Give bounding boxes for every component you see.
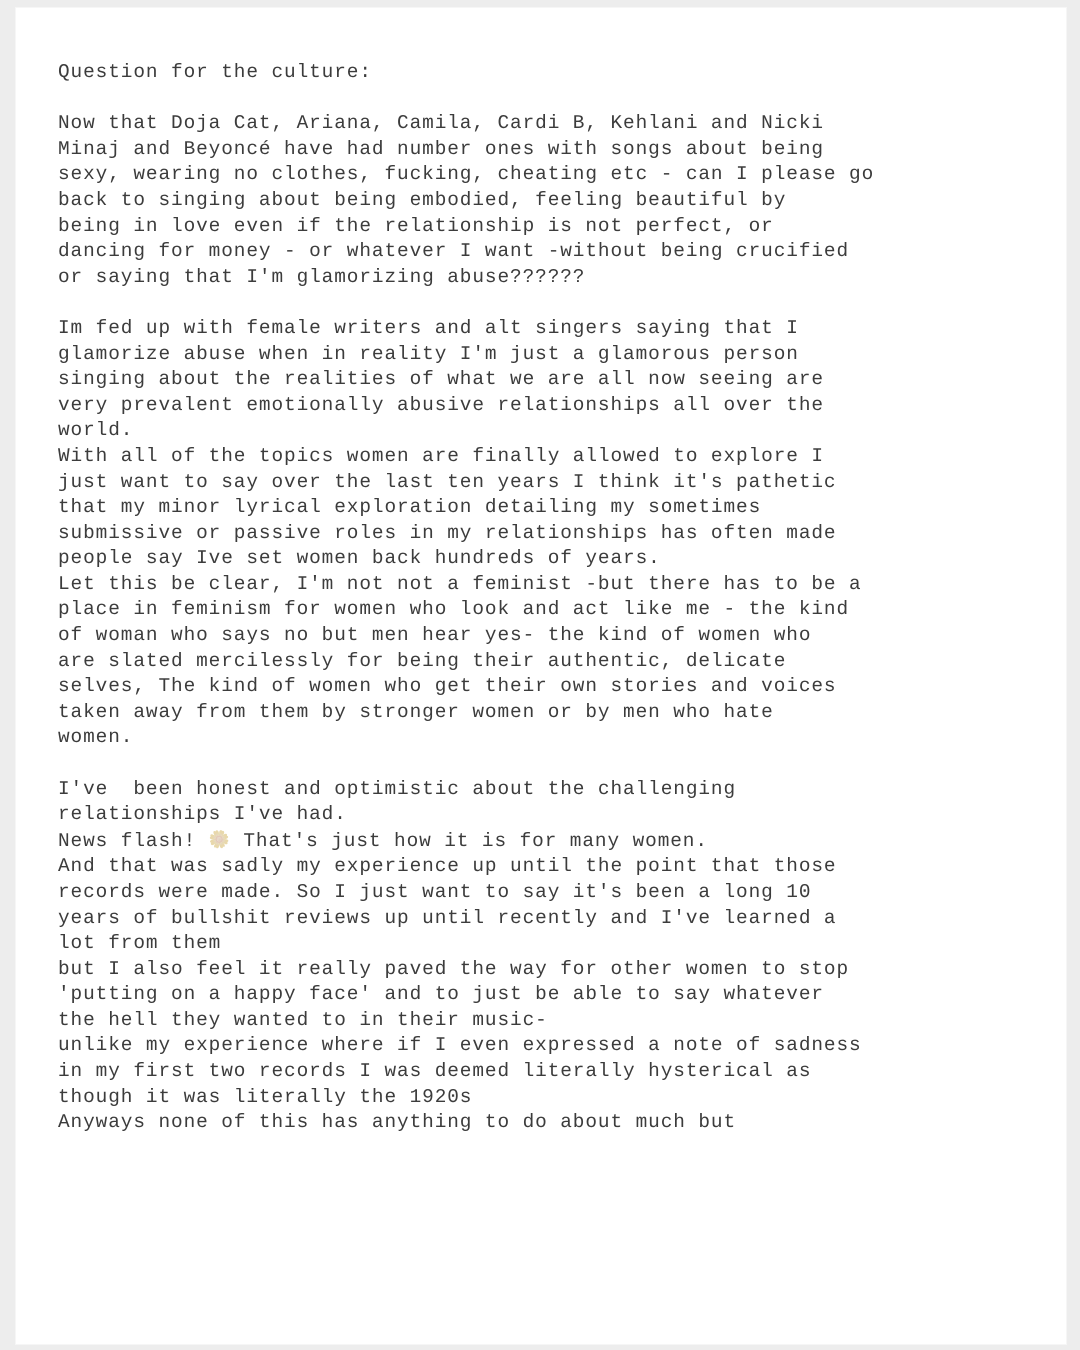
text-line: being in love even if the relationship is not perfect, or xyxy=(58,214,774,237)
text-line: And that was sadly my experience up until the point that those xyxy=(58,855,837,878)
news-flash-line xyxy=(58,828,1048,855)
text-line: but I also feel it really paved the way for other women to stop xyxy=(58,957,850,980)
text-line: submissive or passive roles in my relationships has often made xyxy=(58,521,837,544)
paragraph-block-3 xyxy=(58,777,1048,828)
text-line: I've been honest and optimistic about the challenging xyxy=(58,777,737,800)
flower-icon: 🌼 xyxy=(208,829,231,850)
paragraph-block-1 xyxy=(58,111,1048,290)
note-text-body xyxy=(58,60,1048,1136)
note-heading: Question for the culture: xyxy=(58,61,372,83)
text-line: dancing for money - or whatever I want -without being crucified xyxy=(58,240,850,263)
text-line: place in feminism for women who look and act like me - the kind xyxy=(58,598,850,621)
text-line: world. xyxy=(58,419,134,442)
text-line: Anyways none of this has anything to do about much but xyxy=(58,1111,737,1134)
text-line: Minaj and Beyoncé have had number ones with songs about being xyxy=(58,137,824,160)
text-line: are slated mercilessly for being their authentic, delicate xyxy=(58,649,787,672)
text-line: Now that Doja Cat, Ariana, Camila, Cardi B, Kehlani and Nicki xyxy=(58,112,824,135)
news-flash-suffix: That's just how it is for many women. xyxy=(230,829,708,852)
text-line: taken away from them by stronger women or by men who hate xyxy=(58,700,774,723)
text-line: singing about the realities of what we are all now seeing are xyxy=(58,368,824,391)
text-line: the hell they wanted to in their music- xyxy=(58,1008,548,1031)
paragraph-gap xyxy=(58,751,1048,777)
text-line: just want to say over the last ten years I think it's pathetic xyxy=(58,470,837,493)
text-line: very prevalent emotionally abusive relationships all over the xyxy=(58,393,824,416)
text-line: Let this be clear, I'm not not a feminist -but there has to be a xyxy=(58,572,862,595)
paragraph-block-4 xyxy=(58,828,1048,1136)
paragraph-gap xyxy=(58,86,1048,112)
text-line: though it was literally the 1920s xyxy=(58,1085,473,1108)
text-line: or saying that I'm glamorizing abuse?????? xyxy=(58,265,586,288)
paragraph-gap xyxy=(58,290,1048,316)
text-line: of woman who says no but men hear yes- the kind of women who xyxy=(58,624,812,647)
note-sheet xyxy=(16,8,1066,1344)
text-line: Im fed up with female writers and alt singers saying that I xyxy=(58,316,799,339)
text-line: records were made. So I just want to say it's been a long 10 xyxy=(58,880,812,903)
text-line: selves, The kind of women who get their own stories and voices xyxy=(58,675,837,698)
text-line: people say Ive set women back hundreds of years. xyxy=(58,547,661,570)
text-line: in my first two records I was deemed literally hysterical as xyxy=(58,1060,812,1083)
text-line: sexy, wearing no clothes, fucking, cheating etc - can I please go xyxy=(58,163,875,186)
text-line: lot from them xyxy=(58,932,222,955)
text-line: unlike my experience where if I even expressed a note of sadness xyxy=(58,1034,862,1057)
text-line: years of bullshit reviews up until recently and I've learned a xyxy=(58,906,837,929)
text-line: 'putting on a happy face' and to just be able to say whatever xyxy=(58,983,824,1006)
paragraph-block-2 xyxy=(58,316,1048,751)
text-line: With all of the topics women are finally allowed to explore I xyxy=(58,444,824,467)
text-line: that my minor lyrical exploration detailing my sometimes xyxy=(58,496,762,519)
text-line: glamorize abuse when in reality I'm just a glamorous person xyxy=(58,342,799,365)
news-flash-prefix: News flash! xyxy=(58,829,209,852)
text-line: relationships I've had. xyxy=(58,803,347,826)
text-line: women. xyxy=(58,726,134,749)
text-line: back to singing about being embodied, feeling beautiful by xyxy=(58,188,787,211)
